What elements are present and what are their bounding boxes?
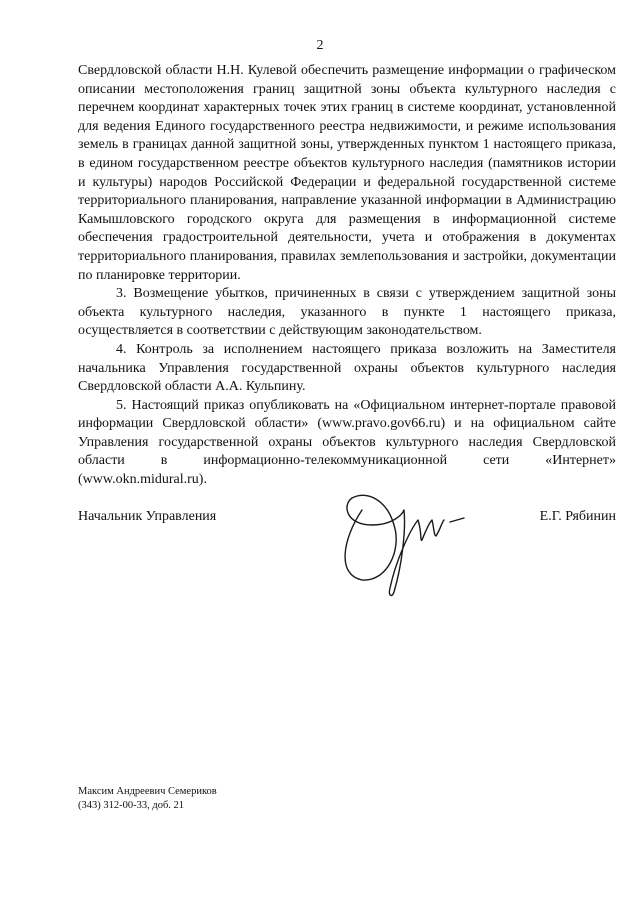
paragraph-item-4: 4. Контроль за исполнением настоящего приказа возложить на Заместителя начальника Управления государственной охраны объектов культурного наследия Свердловской области А.А. Кульпину.	[78, 341, 616, 395]
executor-info	[78, 785, 217, 813]
paragraph-item-5: 5. Настоящий приказ опубликовать на «Официальном интернет-портале правовой информации Свердловской области» (www.pravo.gov66.ru) и на официальном сайте Управления государственной охраны объектов культурного наследия Свердловской области в информационно-телекоммуникационной сети «Интернет» (www.okn.midural.ru).	[78, 397, 616, 488]
page-number: 2	[316, 38, 324, 53]
paragraph-item-3: 3. Возмещение убытков, причиненных в связи с утверждением защитной зоны объекта культурного наследия, указанного в пункте 1 настоящего приказа, осуществляется в соответствии с действующим законодательством.	[78, 286, 616, 339]
document-body	[78, 62, 616, 490]
handwritten-signature	[332, 470, 472, 600]
executor-phone: (343) 312-00-33, доб. 21	[78, 800, 185, 811]
paragraph-continuation: Свердловской области Н.Н. Кулевой обеспечить размещение информации о графическом описании местоположения границ защитной зоны объекта культурного наследия с перечнем координат характерных точек этих границ в системе координат, установленной для ведения Единого государственного реестра недвижимости, и режиме использования земель в границах данной защитной зоны, утвержденных пунктом 1 настоящего приказа, в едином государственном реестре объектов культурного наследия (памятников истории и культуры) народов Российской Федерации и федеральной государственной системе территориального планирования, направление указанной информации в Администрацию Камышловского городского округа для размещения в информационной системе обеспечения градостроительной деятельности, учета и отображения в документах территориального планирования, правилах землепользования и застройки, документации по планировке территории.	[78, 63, 616, 283]
signatory-title: Начальник Управления	[78, 509, 217, 524]
signatory-name: Е.Г. Рябинин	[539, 509, 616, 524]
executor-name: Максим Андреевич Семериков	[78, 786, 217, 797]
